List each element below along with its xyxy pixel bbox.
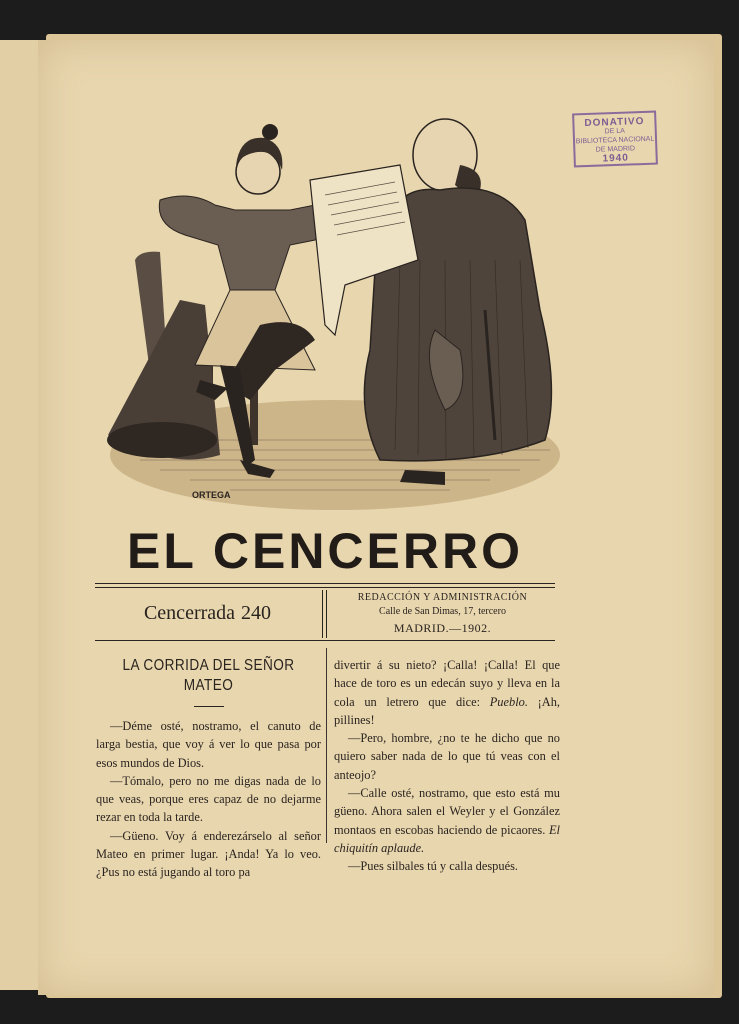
stamp-line-1: DONATIVO bbox=[584, 115, 645, 130]
paragraph: —Tómalo, pero no me digas nada de lo que veas, porque eres capaz de no dejarme rezar en toda la tarde. bbox=[96, 773, 321, 825]
newspaper-title: EL CENCERRO bbox=[126, 523, 523, 579]
stamp-line-3: BIBLIOTECA NACIONAL bbox=[575, 135, 655, 146]
paragraph: —Pero, hombre, ¿no te he dicho que no quiero saber nada de lo que tú veas con el anteojo? bbox=[334, 731, 560, 782]
stamp-line-5: 1940 bbox=[602, 152, 629, 165]
admin-heading: REDACCIÓN Y ADMINISTRACIÓN bbox=[357, 592, 528, 603]
stamp-line-2: DE LA bbox=[604, 127, 625, 136]
stamp-line-4: DE MADRID bbox=[595, 145, 636, 154]
masthead-top-rule-thin bbox=[95, 587, 555, 588]
paragraph bbox=[334, 656, 560, 729]
article-title: LA CORRIDA DEL SEÑOR MATEO bbox=[122, 657, 295, 694]
title-underline bbox=[194, 706, 224, 707]
admin-address: Calle de San Dimas, 17, tercero bbox=[379, 606, 506, 617]
admin-block bbox=[330, 590, 555, 636]
masthead-bottom-rule bbox=[95, 640, 555, 641]
adjacent-page-edge bbox=[0, 40, 42, 990]
paragraph: —Güeno. Voy á enderezárselo al señor Mateo en primer lugar. ¡Anda! Ya lo veo. ¿Pus no está jugando al toro pa bbox=[96, 828, 321, 880]
paragraph-text: divertir á su nieto? ¡Calla! ¡Calla! El que hace de toro es un edecán suyo y lleva en la cola un letrero que dice: bbox=[334, 658, 560, 709]
article-column-left bbox=[96, 656, 321, 882]
masthead-top-rule bbox=[95, 583, 555, 584]
paragraph bbox=[334, 784, 560, 857]
paragraph: —Pues silbales tú y calla después. bbox=[348, 859, 518, 874]
issue-line bbox=[95, 602, 320, 625]
engraving-illustration bbox=[100, 110, 570, 520]
paragraph-italic: Pueblo. bbox=[489, 694, 528, 709]
issue-number: 240 bbox=[241, 602, 272, 624]
column-divider bbox=[326, 648, 327, 843]
place-date: MADRID.—1902. bbox=[393, 621, 492, 635]
paragraph-text: —Calle osté, nostramo, que esto está mu güeno. Ahora salen el Weyler y el González montaos en escobas haciendo de picaores. bbox=[334, 786, 560, 837]
issue-label: Cencerrada bbox=[143, 602, 236, 624]
article-column-right bbox=[334, 656, 560, 876]
paragraph-italic: El chiquitín aplaude. bbox=[334, 822, 560, 855]
paragraph-text: ¡Ah, pillines! bbox=[334, 694, 560, 727]
paragraph: —Déme osté, nostramo, el canuto de larga bestia, que voy á ver lo que pasa por esos mundos de Dios. bbox=[96, 719, 321, 770]
masthead-divider bbox=[322, 590, 327, 638]
artist-signature: ORTEGA bbox=[192, 490, 231, 500]
library-stamp bbox=[572, 111, 658, 168]
